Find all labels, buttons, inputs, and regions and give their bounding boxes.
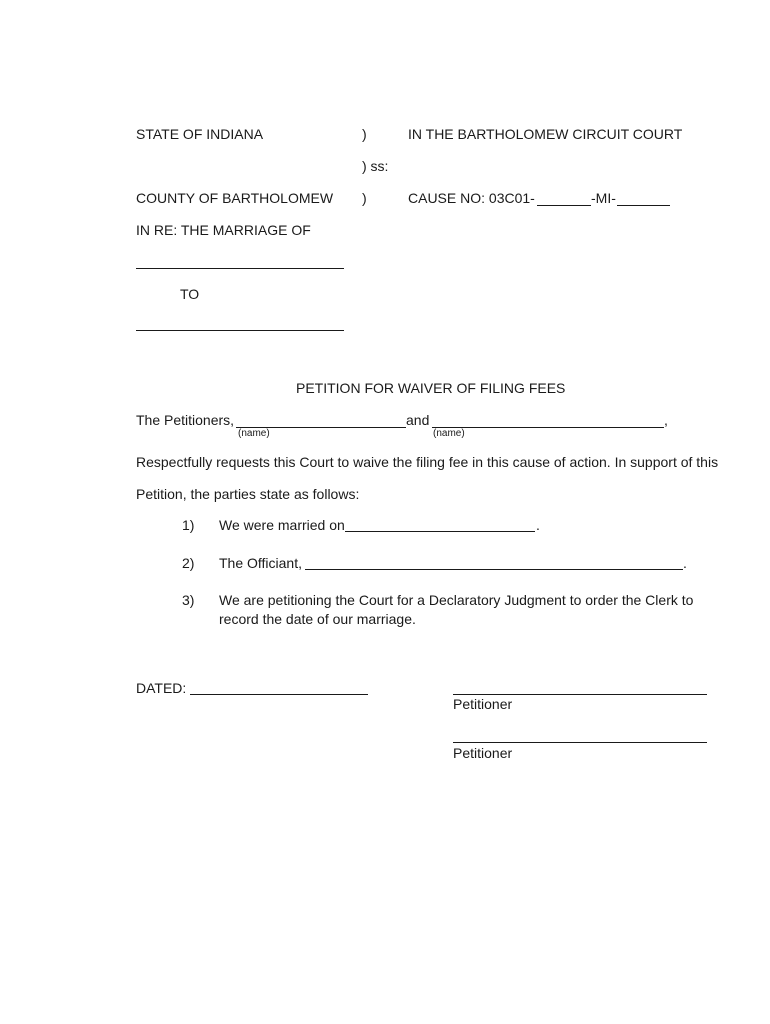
petitioner-2-signature-line[interactable] xyxy=(453,742,707,743)
party-1-name-line[interactable] xyxy=(136,268,344,269)
marriage-date-line[interactable] xyxy=(345,531,535,532)
document-title: PETITION FOR WAIVER OF FILING FEES xyxy=(296,380,566,396)
item-3-text-line-2: record the date of our marriage. xyxy=(219,611,416,627)
in-re-label: IN RE: THE MARRIAGE OF xyxy=(136,222,311,238)
cause-number-mid: -MI- xyxy=(591,190,616,206)
petitioners-comma: , xyxy=(664,412,668,428)
petitioner-1-label: Petitioner xyxy=(453,696,513,712)
party-2-name-line[interactable] xyxy=(136,330,344,331)
petitioner-1-signature-line[interactable] xyxy=(453,694,707,695)
to-label: TO xyxy=(180,286,200,302)
petitioner-2-name-line[interactable] xyxy=(432,427,664,428)
caption-paren-1: ) xyxy=(362,126,367,142)
item-1-end: . xyxy=(536,517,540,533)
officiant-name-line[interactable] xyxy=(305,569,683,570)
item-3-text-line-1: We are petitioning the Court for a Declaratory Judgment to order the Clerk to xyxy=(219,592,694,608)
cause-number-prefix: CAUSE NO: 03C01- xyxy=(408,190,535,206)
item-3-number: 3) xyxy=(182,592,195,608)
petitioners-and: and xyxy=(406,412,430,428)
name-caption-1: (name) xyxy=(238,428,270,439)
state-label: STATE OF INDIANA xyxy=(136,126,264,142)
cause-number-blank-1[interactable] xyxy=(537,205,591,206)
dated-line[interactable] xyxy=(190,694,368,695)
county-label: COUNTY OF BARTHOLOMEW xyxy=(136,190,334,206)
court-name: IN THE BARTHOLOMEW CIRCUIT COURT xyxy=(408,126,683,142)
item-2-end: . xyxy=(683,555,687,571)
body-line-1: Respectfully requests this Court to waive the filing fee in this cause of action. In support of this xyxy=(136,454,719,470)
name-caption-2: (name) xyxy=(433,428,465,439)
item-1-text: We were married on xyxy=(219,517,345,533)
item-2-text: The Officiant, xyxy=(219,555,303,571)
body-line-2: Petition, the parties state as follows: xyxy=(136,486,360,502)
item-2-number: 2) xyxy=(182,555,195,571)
caption-paren-2: ) xyxy=(362,190,367,206)
item-1-number: 1) xyxy=(182,517,195,533)
cause-number-blank-2[interactable] xyxy=(617,205,670,206)
petitioner-2-label: Petitioner xyxy=(453,745,513,761)
dated-label: DATED: xyxy=(136,680,187,696)
caption-ss: ) ss: xyxy=(362,158,389,174)
petitioners-prefix: The Petitioners, xyxy=(136,412,235,428)
